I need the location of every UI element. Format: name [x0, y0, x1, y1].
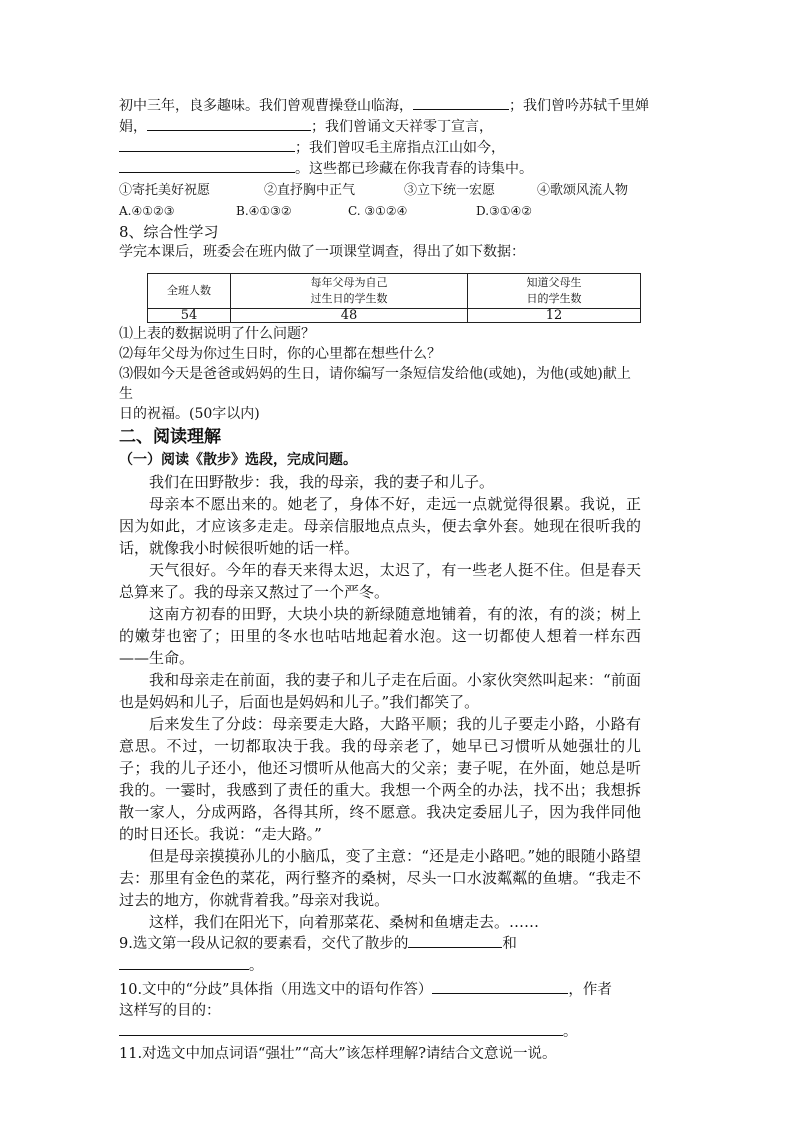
question-10-answer [119, 1021, 641, 1043]
fill-in-text: ；我们曾叹毛主席指点江山如今， [295, 140, 505, 156]
fill-in-text: 。这些都已珍藏在你我青春的诗集中。 [295, 161, 533, 177]
table-cell: 54 [148, 309, 231, 323]
fill-in-text: ；我们曾诵文天祥零丁宣言， [311, 119, 493, 135]
passage-paragraph: 我和母亲走在前面，我的妻子和儿子走在后面。小家伙突然叫起来：“前面也是妈妈和儿子，后面也是妈妈和儿子。”我们都笑了。 [119, 671, 641, 711]
option-item: ④歌颂风流人物 [537, 183, 629, 198]
answer-choices [119, 201, 641, 222]
fill-in-line-1 [119, 96, 649, 117]
worksheet-page [119, 96, 649, 1065]
question-text: 10.文中的“分歧”具体指（用选文中的语句作答） [119, 982, 433, 998]
answer-blank[interactable] [119, 159, 295, 173]
fill-in-line-3 [119, 138, 641, 159]
fill-in-line-4 [119, 159, 641, 180]
question-text: ，作者 [568, 982, 612, 998]
reading-heading: 二、阅读理解 [119, 427, 221, 447]
choice-b[interactable]: B.④①③② [236, 204, 292, 218]
question-8-2: ⑵每年父母为你过生日时，你的心里都在想些什么？ [119, 346, 441, 362]
passage-paragraph: 母亲本不愿出来的。她老了，身体不好，走远一点就觉得很累。我说，正因为如此，才应该多走走。母亲信服地点点头，便去拿外套。她现在很听我的话，就像我小时候很听她的话一样。 [119, 495, 641, 557]
section-8-heading: 8、综合性学习 [119, 223, 219, 241]
table-cell: 12 [468, 309, 641, 323]
answer-blank[interactable] [408, 934, 502, 948]
fill-in-text: 娟， [119, 119, 147, 135]
passage-paragraph: 我们在田野散步：我，我的母亲，我的妻子和儿子。 [149, 473, 495, 491]
table-header: 知道父母生 日的学生数 [468, 274, 641, 309]
answer-blank[interactable] [119, 1022, 563, 1036]
answer-blank[interactable] [147, 117, 311, 131]
fill-in-text: ；我们曾吟苏轼千里婵 [509, 98, 649, 114]
question-9 [119, 933, 641, 955]
question-text: 。 [249, 958, 263, 974]
answer-blank[interactable] [119, 956, 249, 970]
choice-c[interactable]: C. ③①②④ [348, 204, 408, 218]
question-11: 11.对选文中加点词语“强壮”“高大”该怎样理解?请结合文意说一说。 [119, 1046, 557, 1062]
question-8-3: ⑶假如今天是爸爸或妈妈的生日，请你编写一条短信发给他(或她)，为他(或她)献上生 [119, 366, 631, 402]
fill-in-text: 初中三年，良多趣味。我们曾观曹操登山临海， [119, 98, 413, 114]
answer-blank[interactable] [432, 980, 568, 994]
question-8-1: ⑴上表的数据说明了什么问题？ [119, 326, 315, 342]
question-10 [119, 979, 641, 1001]
question-10-cont: 这样写的目的： [119, 1003, 221, 1019]
option-item: ③立下统一宏愿 [404, 183, 496, 198]
question-8-3-cont: 日的祝福。(50字以内) [119, 406, 260, 422]
option-item: ②直抒胸中正气 [264, 183, 356, 198]
fill-in-line-2 [119, 117, 641, 138]
passage-paragraph: 这样，我们在阳光下，向着那菜花、桑树和鱼塘走去。…… [149, 913, 540, 931]
question-9-cont [119, 955, 641, 977]
passage-paragraph: 这南方初春的田野，大块小块的新绿随意地铺着，有的浓，有的淡；树上的嫩芽也密了；田里的冬水也咕咕地起着水泡。这一切都使人想着一样东西——生命。 [119, 605, 641, 667]
survey-table [147, 273, 641, 323]
question-text: 。 [563, 1024, 577, 1040]
table-header: 每年父母为自己 过生日的学生数 [231, 274, 468, 309]
question-text: 9.选文第一段从记叙的要素看，交代了散步的 [119, 936, 409, 952]
option-items [119, 180, 641, 201]
section-8-intro: 学完本课后，班委会在班内做了一项课堂调查，得出了如下数据： [119, 244, 525, 260]
passage-paragraph: 天气很好。今年的春天来得太迟，太迟了，有一些老人挺不住。但是春天总算来了。我的母亲又熬过了一个严冬。 [119, 561, 641, 601]
reading-subheading: （一）阅读《散步》选段，完成问题。 [119, 452, 357, 468]
table-header: 全班人数 [148, 274, 231, 309]
option-item: ①寄托美好祝愿 [119, 183, 211, 198]
question-text: 和 [502, 936, 517, 952]
answer-blank[interactable] [413, 96, 509, 110]
choice-a[interactable]: A.④①②③ [119, 204, 175, 218]
choice-d[interactable]: D.③①④② [476, 204, 533, 218]
answer-blank[interactable] [119, 138, 295, 152]
table-cell: 48 [231, 309, 468, 323]
passage-paragraph: 但是母亲摸摸孙儿的小脑瓜，变了主意：“还是走小路吧。”她的眼随小路望去：那里有金色的菜花，两行整齐的桑树，尽头一口水波粼粼的鱼塘。“我走不过去的地方，你就背着我。”母亲对我说。 [119, 847, 641, 909]
passage-paragraph: 后来发生了分歧：母亲要走大路，大路平顺；我的儿子要走小路，小路有意思。不过，一切都取决于我。我的母亲老了，她早已习惯听从她强壮的儿子；我的儿子还小，他还习惯听从他高大的父亲；妻子呢，在外面，她总是听我的。一霎时，我感到了责任的重大。我想一个两全的办法，找不出；我想拆散一家人，分成两路，各得其所，终不愿意。我决定委屈儿子，因为我伴同他的时日还长。我说：“走大路。” [119, 715, 641, 843]
